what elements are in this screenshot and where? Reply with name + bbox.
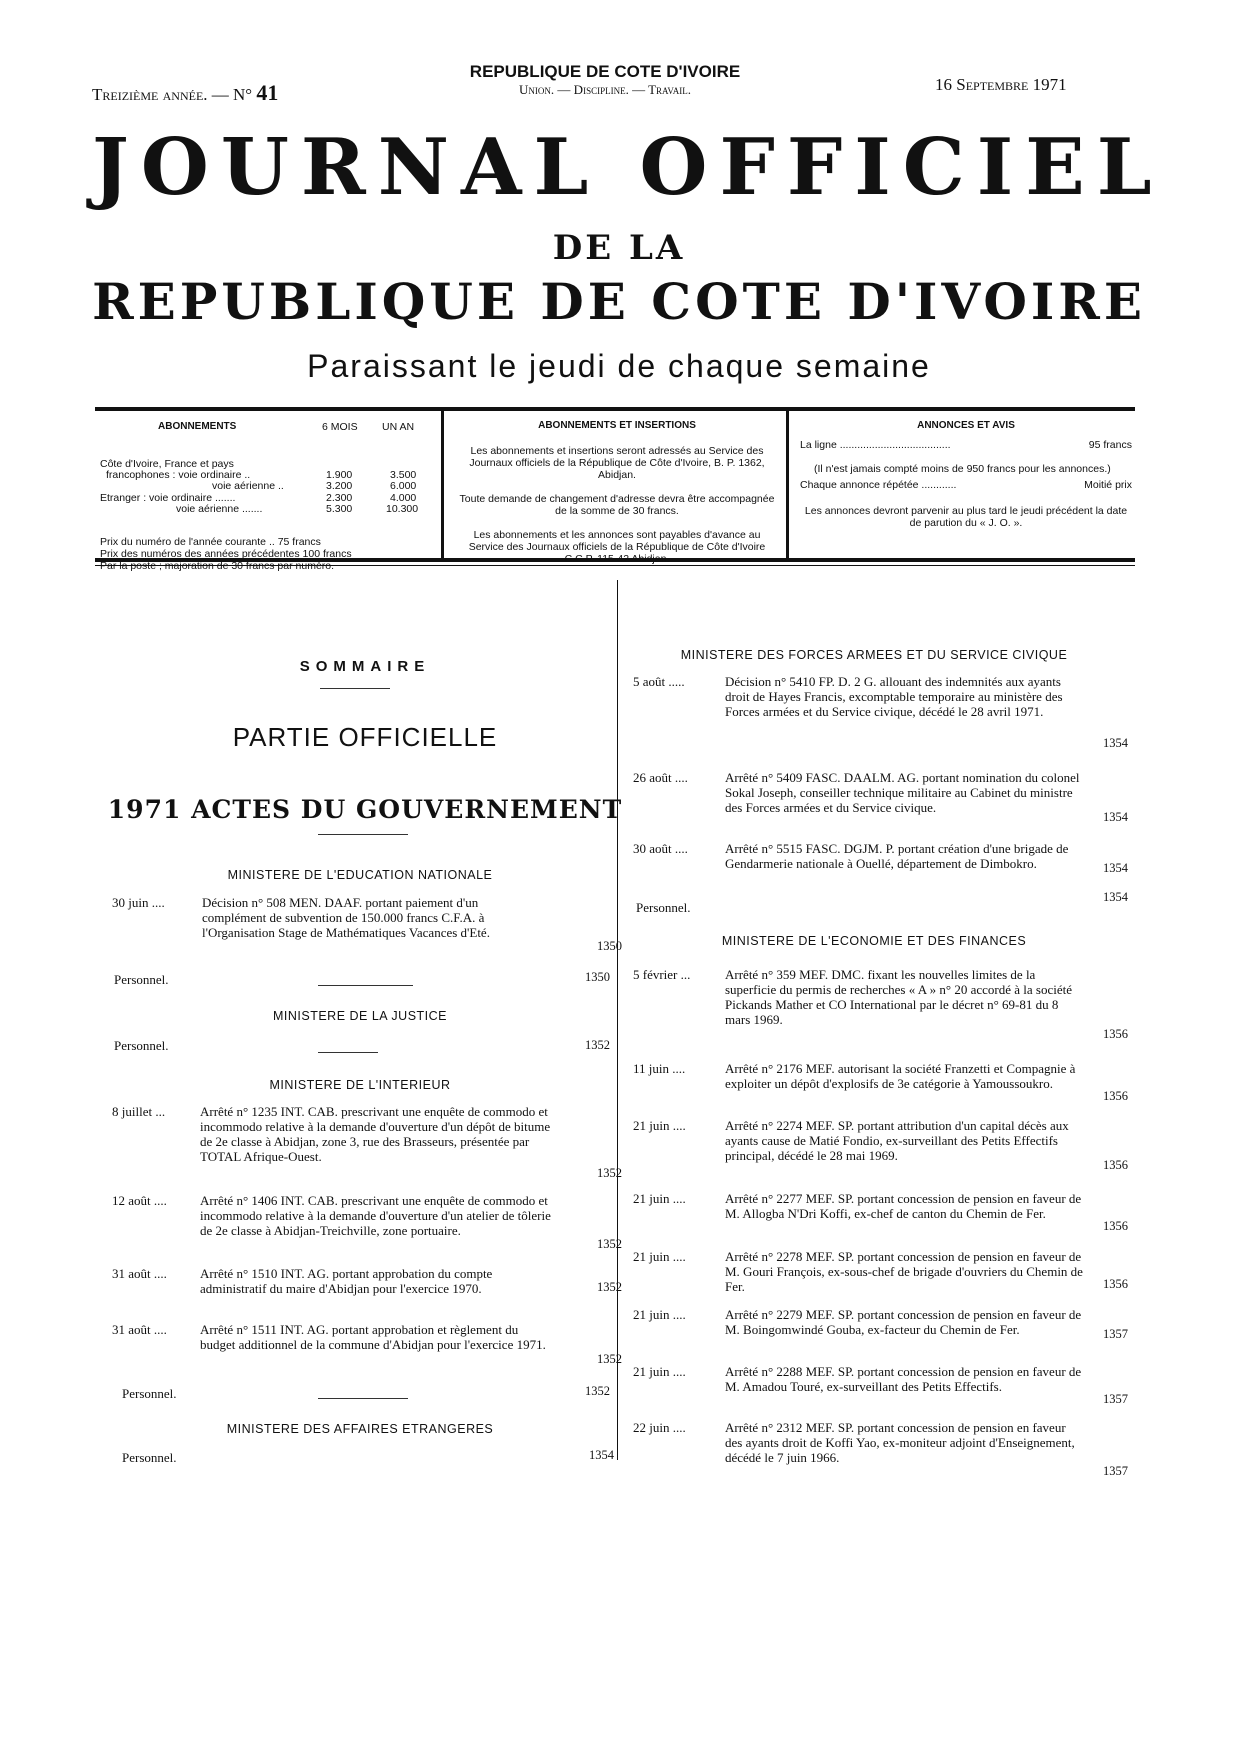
entry-date: 31 août .... — [112, 1322, 167, 1337]
entry-page: 1357 — [1103, 1327, 1128, 1341]
sommaire-rule — [320, 688, 390, 689]
entry-page: 1357 — [1103, 1464, 1128, 1478]
edu-personnel-page: 1350 — [585, 970, 610, 984]
col-unan: UN AN — [382, 421, 415, 433]
entry-fa-1 — [633, 674, 1128, 758]
justice-personnel-page: 1352 — [585, 1038, 610, 1052]
annonces-box — [800, 416, 1132, 529]
annonces-heading: ANNONCES ET AVIS — [917, 420, 1015, 431]
col-6mois: 6 MOIS — [322, 421, 358, 433]
entry-text: Arrêté n° 1235 INT. CAB. prescrivant une enquête de commodo et incommodo relative à la demande d'ouverture d'un dépôt de bitume de 2e classe à Abidjan, zone 3, rue des Brasseurs, présentée par TOTAL Afrique-Ouest. — [200, 1104, 551, 1164]
annonce-minimum-note: (Il n'est jamais compté moins de 950 francs pour les annonces.) — [814, 463, 1111, 475]
entry-text: Arrêté n° 5515 FASC. DGJM. P. portant création d'une brigade de Gendarmerie nationale à Ouellé, département de Dimbokro. — [725, 841, 1069, 871]
entry-eco-3 — [633, 1118, 1128, 1178]
entry-date: 21 juin .... — [633, 1118, 686, 1133]
entry-int-3 — [112, 1266, 622, 1302]
entry-date: 21 juin .... — [633, 1249, 686, 1264]
tarif-row-6mois: 5.300 — [326, 503, 353, 515]
entry-text: Arrêté n° 2312 MEF. SP. portant concession de pension en faveur des ayants droit de Koffi Yao, ex-moniteur adjoint d'Enseignement, décédé le 7 juin 1966. — [725, 1420, 1075, 1465]
partie-officielle: PARTIE OFFICIELLE — [232, 722, 498, 752]
annonce-repetee-price: Moitié prix — [1084, 479, 1132, 491]
entry-date: 21 juin .... — [633, 1307, 686, 1322]
insertions-box — [458, 416, 776, 565]
tarif-row-unan: 6.000 — [390, 480, 417, 492]
tarif-row-6mois: 1.900 — [326, 469, 353, 481]
entry-int-1 — [112, 1104, 622, 1180]
entry-text: Arrêté n° 1511 INT. AG. portant approbation et règlement du budget additionnel de la commune d'Abidjan pour l'exercice 1971. — [200, 1322, 546, 1352]
entry-text: Arrêté n° 2278 MEF. SP. portant concession de pension en faveur de M. Gouri François, ex-sous-chef de brigade d'ouvriers du Chemin de Fer. — [725, 1249, 1083, 1294]
insertions-change-address: Toute demande de changement d'adresse devra être accompagnée de la somme de 30 francs. — [459, 493, 775, 517]
annonce-repetee: Chaque annonce répétée ............ — [800, 479, 957, 491]
box-divider-1 — [441, 411, 444, 558]
section-affaires-etrangeres: MINISTERE DES AFFAIRES ETRANGERES — [226, 1422, 494, 1436]
annonce-delai: Les annonces devront parvenir au plus tard le jeudi précédent la date de parution du « J. O. ». — [804, 505, 1128, 529]
entry-int-4 — [112, 1322, 622, 1372]
entry-eco-2 — [633, 1061, 1128, 1107]
tarif-row-unan: 3.500 — [390, 469, 417, 481]
republic-name: REPUBLIQUE DE COTE D'IVOIRE — [469, 62, 741, 81]
entry-eco-6 — [633, 1307, 1128, 1353]
tarif-row-label: Etranger : voie ordinaire ....... — [100, 492, 236, 504]
entry-date: 11 juin .... — [633, 1061, 686, 1076]
justice-personnel: Personnel. — [114, 1038, 169, 1053]
republic-header — [430, 62, 780, 98]
ae-personnel: Personnel. — [122, 1450, 177, 1465]
section-forces-armees: MINISTERE DES FORCES ARMEES ET DU SERVICE CIVIQUE — [680, 648, 1068, 662]
entry-text: Arrêté n° 5409 FASC. DAALM. AG. portant nomination du colonel Sokal Joseph, conseiller technique militaire au Cabinet du ministre des Forces armées et du Service civique. — [725, 770, 1080, 815]
tarif-row-6mois: 2.300 — [326, 492, 353, 504]
abonnements-table — [100, 458, 436, 520]
edu-personnel: Personnel. — [114, 972, 169, 987]
republic-motto: Union. — Discipline. — Travail. — [519, 82, 691, 97]
entry-text: Arrêté n° 2288 MEF. SP. portant concession de pension en faveur de M. Amadou Touré, ex-surveillant des Petits Effectifs. — [725, 1364, 1082, 1394]
entry-page: 1352 — [597, 1237, 622, 1251]
tarif-row-label: voie aérienne ....... — [176, 503, 263, 515]
ae-personnel-page: 1354 — [589, 1448, 614, 1462]
entry-text: Arrêté n° 2279 MEF. SP. portant concession de pension en faveur de M. Boingomwindé Gouba, ex-facteur du Chemin de Fer. — [725, 1307, 1082, 1337]
actes-title: 1971 ACTES DU GOUVERNEMENT — [107, 795, 623, 824]
issue-date: 16 Septembre 1971 — [935, 75, 1067, 94]
interieur-personnel: Personnel. — [122, 1386, 177, 1401]
entry-text: Arrêté n° 359 MEF. DMC. fixant les nouvelles limites de la superficie du permis de recherches « A » n° 20 accordé à la société Pickands Mather et CO International par le décret n° 69-81 du 8 mars 1969. — [725, 967, 1073, 1027]
journal-title: JOURNAL OFFICIEL — [92, 122, 1164, 213]
entry-page: 1354 — [1103, 810, 1128, 824]
justice-rule — [318, 1052, 378, 1053]
interieur-rule — [318, 1398, 408, 1399]
entry-page: 1350 — [597, 939, 622, 953]
issue-label: Treizième année. — N° — [92, 85, 257, 104]
de-la-label: DE LA — [552, 228, 686, 268]
issue-year-label — [92, 80, 278, 106]
entry-page: 1356 — [1103, 1158, 1128, 1172]
prix-courante: Prix du numéro de l'année courante .. 75 francs — [100, 536, 321, 548]
entry-fa-3 — [633, 841, 1128, 886]
annonce-ligne: La ligne ...................................... — [800, 439, 951, 451]
entry-fa-2 — [633, 770, 1128, 830]
abonnements-heading: ABONNEMENTS — [158, 421, 237, 432]
issue-number: 41 — [256, 80, 279, 105]
entry-text: Arrêté n° 1510 INT. AG. portant approbation du compte administratif du maire d'Abidjan pour l'exercice 1970. — [200, 1266, 493, 1296]
entry-date: 26 août .... — [633, 770, 688, 785]
entry-text: Arrêté n° 2277 MEF. SP. portant concession de pension en faveur de M. Allogba N'Dri Koffi, ex-chef de canton du Chemin de Fer. — [725, 1191, 1082, 1221]
fa-personnel: Personnel. — [636, 900, 691, 915]
actes-rule — [318, 834, 408, 835]
interieur-personnel-page: 1352 — [585, 1384, 610, 1398]
entry-date: 22 juin .... — [633, 1420, 686, 1435]
entry-date: 21 juin .... — [633, 1364, 686, 1379]
entry-text: Arrêté n° 2274 MEF. SP. portant attribution d'un capital décès aux ayants cause de Matié Fondio, ex-surveillant des Petits Effectifs principal, décédé le 28 mai 1969. — [725, 1118, 1069, 1163]
tarif-row-label: voie aérienne .. — [212, 480, 284, 492]
entry-int-2 — [112, 1193, 622, 1253]
poste-majoration: Par la poste ; majoration de 30 francs par numéro. — [100, 560, 335, 572]
abonnements-box — [100, 416, 436, 572]
prix-precedentes: Prix des numéros des années précédentes 100 francs — [100, 548, 352, 560]
entry-page: 1356 — [1103, 1089, 1128, 1103]
insertions-heading: ABONNEMENTS ET INSERTIONS — [538, 420, 696, 431]
entry-page: 1352 — [597, 1280, 622, 1294]
tarif-row-unan: 4.000 — [390, 492, 417, 504]
section-justice: MINISTERE DE LA JUSTICE — [272, 1009, 448, 1023]
fa-personnel-page: 1354 — [1103, 890, 1128, 904]
entry-page: 1352 — [597, 1166, 622, 1180]
entry-page: 1352 — [597, 1352, 622, 1366]
entry-eco-4 — [633, 1191, 1128, 1237]
entry-eco-5 — [633, 1249, 1128, 1295]
entry-date: 8 juillet ... — [112, 1104, 166, 1119]
entry-text: Arrêté n° 2176 MEF. autorisant la société Franzetti et Compagnie à exploiter un dépôt d'explosifs de 3e catégorie à Yamoussoukro. — [725, 1061, 1076, 1091]
sommaire-title: SOMMAIRE — [299, 658, 431, 675]
publication-tagline: Paraissant le jeudi de chaque semaine — [307, 348, 931, 384]
box-top-rule — [95, 407, 1135, 411]
section-economie: MINISTERE DE L'ECONOMIE ET DES FINANCES — [721, 934, 1027, 948]
entry-date: 31 août .... — [112, 1266, 167, 1281]
entry-text: Arrêté n° 1406 INT. CAB. prescrivant une enquête de commodo et incommodo relative à la demande d'ouverture d'un atelier de tôlerie de 2e classe à Abidjan-Treichville, zone portuaire. — [200, 1193, 551, 1238]
tarif-row-label: francophones : voie ordinaire .. — [106, 469, 251, 481]
insertions-address: Les abonnements et insertions seront adressés au Service des Journaux officiels de la République de Côte d'Ivoire, B. P. 1362, Abidjan. — [469, 445, 765, 481]
entry-page: 1357 — [1103, 1392, 1128, 1406]
entry-eco-1 — [633, 967, 1128, 1043]
annonce-ligne-price: 95 francs — [1088, 439, 1132, 451]
entry-date: 30 août .... — [633, 841, 688, 856]
entry-edu-1 — [112, 895, 622, 955]
section-interieur: MINISTERE DE L'INTERIEUR — [269, 1078, 451, 1092]
entry-text: Décision n° 508 MEN. DAAF. portant paiement d'un complément de subvention de 150.000 francs C.F.A. à l'Organisation Stage de Mathématiques Vacances d'Eté. — [202, 895, 490, 940]
edu-rule — [318, 985, 413, 986]
republic-title: REPUBLIQUE DE COTE D'IVOIRE — [92, 272, 1146, 331]
entry-eco-8 — [633, 1420, 1128, 1480]
tarif-row-unan: 10.300 — [386, 503, 419, 515]
entry-page: 1354 — [1103, 861, 1128, 875]
entry-date: 21 juin .... — [633, 1191, 686, 1206]
entry-page: 1356 — [1103, 1027, 1128, 1041]
entry-page: 1354 — [1103, 736, 1128, 750]
tarif-row-label: Côte d'Ivoire, France et pays — [100, 458, 234, 470]
tarif-row-6mois: 3.200 — [326, 480, 353, 492]
entry-date: 5 août ..... — [633, 674, 685, 689]
entry-date: 30 juin .... — [112, 895, 165, 910]
entry-date: 12 août .... — [112, 1193, 167, 1208]
entry-eco-7 — [633, 1364, 1128, 1410]
insertions-payment: Les abonnements et les annonces sont payables d'avance au Service des Journaux officiels de la République de Côte d'Ivoire C.C.P. 115-42 Abidjan. — [468, 529, 766, 565]
section-education: MINISTERE DE L'EDUCATION NATIONALE — [227, 868, 493, 882]
box-divider-2 — [786, 411, 789, 558]
entry-date: 5 février ... — [633, 967, 691, 982]
entry-text: Décision n° 5410 FP. D. 2 G. allouant des indemnités aux ayants droit de Hayes Francis, excomptable temporaire au ministère des Forces armées et du Service civique, décédé le 28 avril 1971. — [725, 674, 1063, 719]
entry-page: 1356 — [1103, 1219, 1128, 1233]
entry-page: 1356 — [1103, 1277, 1128, 1291]
